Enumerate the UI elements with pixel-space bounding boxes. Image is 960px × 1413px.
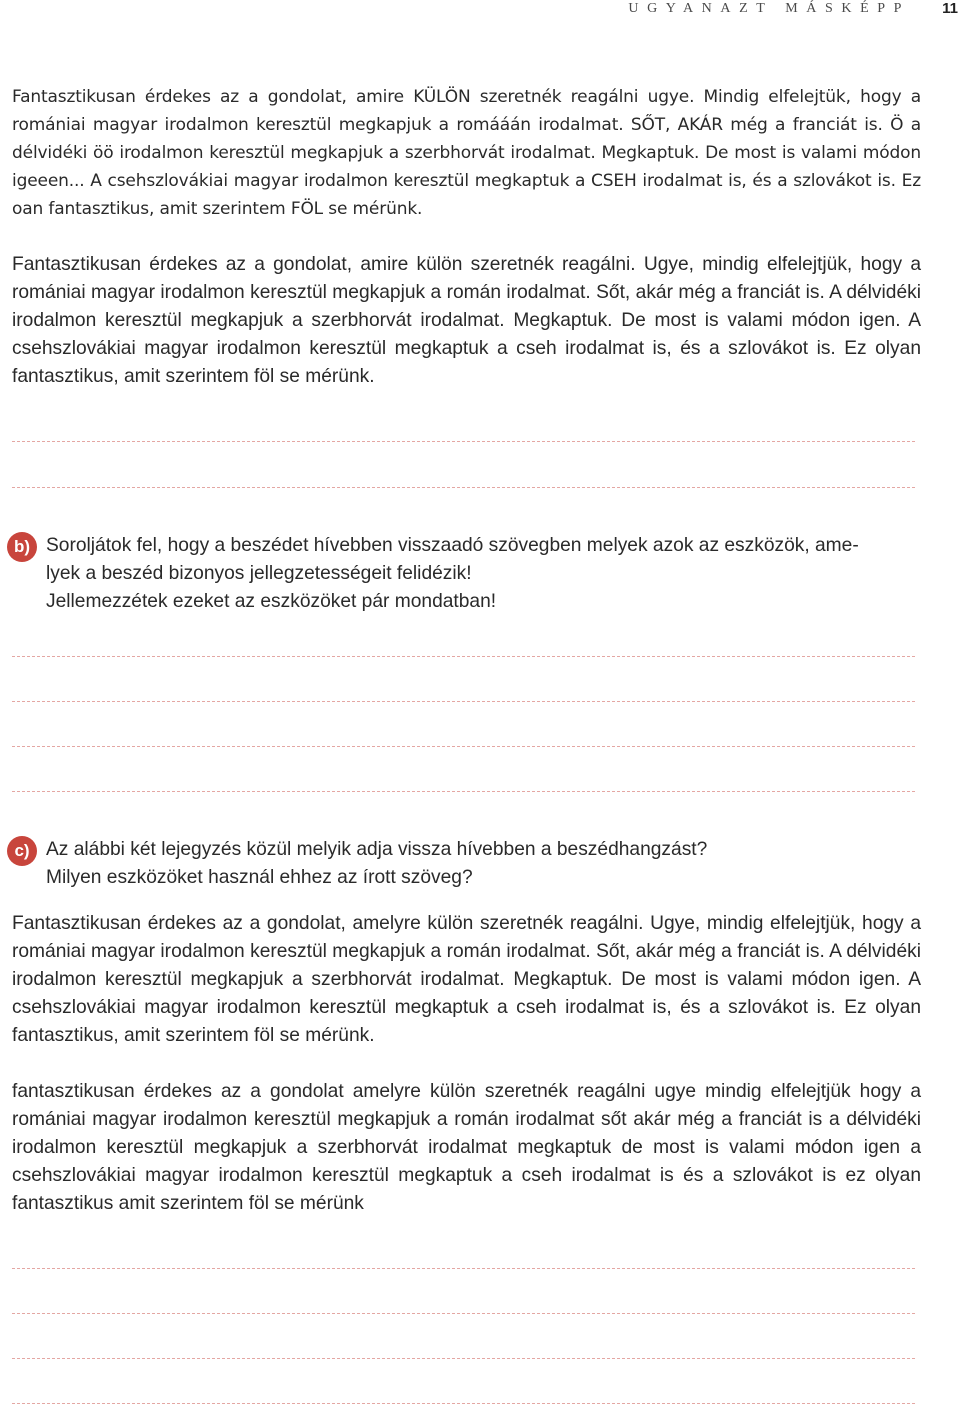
task-b-line: Jellemezzétek ezeket az eszközöket pár mondatban! [46,591,497,612]
answer-line[interactable] [12,746,915,747]
transcript-unpunctuated: fantasztikusan érdekes az a gondolat amelyre külön szeretnék reagálni ugye mindig elfelejtjük hogy a romániai magyar irodalmon keresztül megkapjuk a román irodalmat sőt akár még a franciát is a délvidéki irodalmon keresztül megkapjuk a szerbhorvát irodalmat megkaptuk de most is valami módon igen a csehszlovákiai magyar irodalmon keresztül megkaptuk a cseh irodalmat is és a szlovákot is ez olyan fantasztikus amit szerintem föl se mérünk [12,1081,921,1214]
transcript-edited: Fantasztikusan érdekes az a gondolat, amire külön szeretnék reagálni. Ugye, mindig elfelejtjük, hogy a romániai magyar irodalmon keresztül megkapjuk a román irodalmat. Sőt, akár még a franciát is. A délvidéki irodalmon keresztül megkapjuk a szerbhorvát irodalmat. Megkaptuk. De most is valami módon igen. A csehszlovákiai magyar irodalmon keresztül megkaptuk a cseh irodalmat is, és a szlovákot is. Ez olyan fantasztikus, amit szerintem föl se mérünk. [12,254,921,387]
answer-line[interactable] [12,1403,915,1404]
answer-line[interactable] [12,441,915,442]
task-c-line: Milyen eszközöket használ ehhez az írott szöveg? [46,867,473,888]
answer-line[interactable] [12,1358,915,1359]
task-b-badge: b) [7,532,37,562]
task-c-badge: c) [7,836,37,866]
task-c-prompt [46,836,922,892]
page-header [0,0,960,22]
transcript-literal: Fantasztikusan érdekes az a gondolat, amire KÜLÖN szeretnék reagálni ugye. Mindig elfelejtük, hogy a romániai magyar irodalmon keresztül megkapjuk a romááán irodalmat. SŐT, AKÁR még a franciát is. Ö a délvidéki öö irodalmon keresztül megkapjuk a szerbhorvát irodalmat. Megkaptuk. De most is valami módon igeeen... A csehszlovákiai magyar irodalmon keresztül megkaptuk a CSEH irodalmat is, és a szlovákot is. Ez oan fantasztikus, amit szerintem FÖL se mérünk. [12,87,921,219]
task-b-line: lyek a beszéd bizonyos jellegzetességeit felidézik! [46,563,472,584]
answer-line[interactable] [12,701,915,702]
task-b-line: Soroljátok fel, hogy a beszédet hívebben visszaadó szövegben melyek azok az eszközök, ame- [46,535,859,556]
task-c-line: Az alábbi két lejegyzés közül melyik adja vissza hívebben a beszédhangzást? [46,839,708,860]
answer-line[interactable] [12,1268,915,1269]
answer-line[interactable] [12,791,915,792]
running-title: UGYANAZT MÁSKÉPP [628,1,910,16]
answer-line[interactable] [12,487,915,488]
answer-line[interactable] [12,1313,915,1314]
page-number: 11 [942,0,958,17]
answer-line[interactable] [12,656,915,657]
task-b-prompt [46,532,922,616]
transcript-punctuated: Fantasztikusan érdekes az a gondolat, amelyre külön szeretnék reagálni. Ugye, mindig elfelejtjük, hogy a romániai magyar irodalmon keresztül megkapjuk a román irodalmat. Sőt, akár még a franciát is. A délvidéki irodalmon keresztül megkapjuk a szerbhorvát irodalmat. Megkaptuk. De most is valami módon igen. A csehszlovákiai magyar irodalmon keresztül megkaptuk a cseh irodalmat is, és a szlovákot is. Ez olyan fantasztikus, amit szerintem föl se mérünk. [12,913,921,1046]
